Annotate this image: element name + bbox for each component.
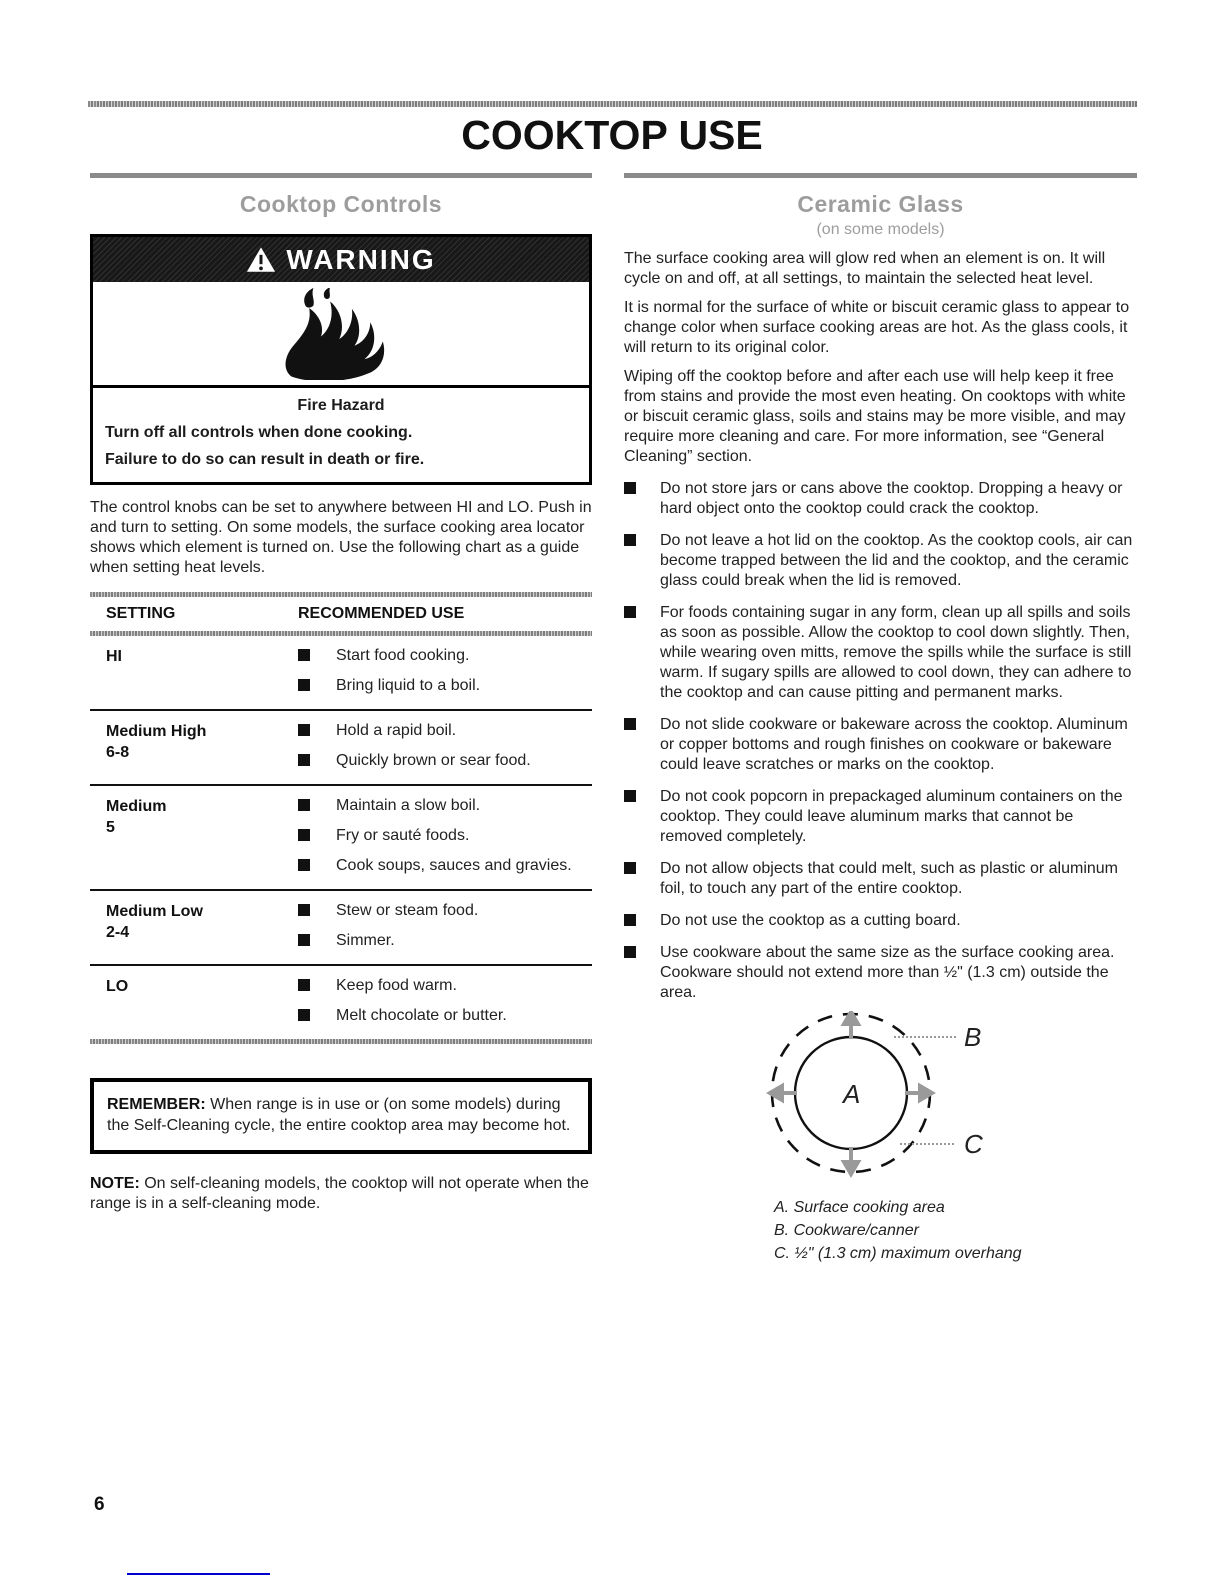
use-item: Quickly brown or sear food.	[298, 751, 592, 770]
remember-text: When range is in use or (on some models) during the Self-Cleaning cycle, the entire cooktop area may become hot.	[107, 1096, 571, 1134]
square-bullet-icon	[298, 904, 310, 916]
section-subheading-on-some-models: (on some models)	[816, 221, 945, 238]
square-bullet-icon	[298, 829, 310, 841]
diagram-label-c: C	[964, 1129, 983, 1159]
setting-name: Medium	[106, 798, 167, 815]
setting-name: Medium High	[106, 723, 207, 740]
remember-box	[90, 1078, 592, 1154]
bullet-item: Use cookware about the same size as the surface cooking area. Cookware should not extend more than ½" (1.3 cm) outside the area.	[624, 943, 1137, 1003]
setting-range: 6-8	[106, 744, 130, 761]
diagram-captions	[774, 1196, 1137, 1265]
settings-table	[90, 592, 592, 1044]
warning-label: WARNING	[286, 243, 436, 275]
use-item: Start food cooking.	[298, 646, 592, 665]
ceramic-paragraph: It is normal for the surface of white or biscuit ceramic glass to appear to change color when surface cooking areas are hot. As the glass cools, it will return to its original color.	[624, 299, 1130, 356]
note-paragraph	[90, 1174, 592, 1214]
bullet-item: Do not slide cookware or bakeware across the cooktop. Aluminum or copper bottoms and rough finishes on cookware or bakeware could leave scratches or marks on the cooktop.	[624, 715, 1137, 775]
square-bullet-icon	[298, 649, 310, 661]
bullet-item: Do not cook popcorn in prepackaged aluminum containers on the cooktop. They could leave aluminum marks that cannot be removed completely.	[624, 787, 1137, 847]
table-header-setting: SETTING	[106, 605, 176, 622]
diagram-label-a: A	[843, 1079, 861, 1109]
left-column	[90, 173, 592, 1214]
use-item: Maintain a slow boil.	[298, 796, 592, 815]
ceramic-bullet-list	[624, 479, 1137, 1003]
table-header-use: RECOMMENDED USE	[298, 605, 465, 622]
square-bullet-icon	[298, 799, 310, 811]
square-bullet-icon	[624, 790, 636, 802]
use-item: Bring liquid to a boil.	[298, 676, 592, 695]
warning-triangle-icon	[246, 246, 276, 273]
use-item: Fry or sauté foods.	[298, 826, 592, 845]
square-bullet-icon	[298, 679, 310, 691]
bullet-item: Do not store jars or cans above the cooktop. Dropping a heavy or hard object onto the cooktop could crack the cooktop.	[624, 479, 1137, 519]
bullet-item: For foods containing sugar in any form, clean up all spills and soils as soon as possible. Allow the cooktop to cool down slightly. Then, while wearing oven mitts, remove the spills while the surface is still warm. If sugary spills are allowed to cool down, they can adhere to the cooktop and can cause pitting and permanent marks.	[624, 603, 1137, 703]
table-row	[90, 966, 592, 1039]
use-item: Stew or steam food.	[298, 901, 592, 920]
square-bullet-icon	[624, 482, 636, 494]
diagram-caption-b: B. Cookware/canner	[774, 1222, 919, 1239]
remember-label: REMEMBER:	[107, 1096, 206, 1113]
diagram-label-b: B	[964, 1022, 982, 1052]
table-rule	[90, 1039, 592, 1044]
setting-name: HI	[106, 648, 122, 665]
setting-range: 2-4	[106, 924, 130, 941]
setting-range: 5	[106, 819, 115, 836]
table-row	[90, 636, 592, 711]
warning-hazard-title: Fire Hazard	[297, 397, 385, 414]
setting-name: LO	[106, 978, 129, 995]
square-bullet-icon	[298, 934, 310, 946]
setting-name: Medium Low	[106, 903, 203, 920]
use-item: Cook soups, sauces and gravies.	[298, 856, 592, 875]
use-item: Simmer.	[298, 931, 592, 950]
square-bullet-icon	[298, 1009, 310, 1021]
page-number: 6	[94, 1494, 105, 1515]
cookware-diagram	[688, 1011, 1137, 1188]
warning-text-panel	[93, 388, 589, 482]
diagram-caption-a: A. Surface cooking area	[774, 1199, 945, 1216]
warning-box	[90, 234, 592, 485]
note-label: NOTE:	[90, 1175, 140, 1192]
square-bullet-icon	[298, 754, 310, 766]
left-column-rule	[90, 173, 592, 178]
bullet-item: Do not allow objects that could melt, such as plastic or aluminum foil, to touch any part of the entire cooktop.	[624, 859, 1137, 899]
footer-link-underline[interactable]	[127, 1573, 270, 1575]
diagram-caption-c: C. ½" (1.3 cm) maximum overhang	[774, 1245, 1022, 1262]
bullet-item: Do not use the cooktop as a cutting board.	[624, 911, 1137, 931]
section-heading-cooktop-controls: Cooktop Controls	[239, 191, 443, 217]
table-row	[90, 891, 592, 966]
square-bullet-icon	[624, 862, 636, 874]
use-item: Hold a rapid boil.	[298, 721, 592, 740]
square-bullet-icon	[624, 534, 636, 546]
square-bullet-icon	[298, 859, 310, 871]
fire-icon	[278, 288, 404, 380]
controls-intro-paragraph: The control knobs can be set to anywhere between HI and LO. Push in and turn to setting. On some models, the surface cooking area locator shows which element is turned on. Use the following chart as a guide when setting heat levels.	[90, 499, 592, 576]
use-item: Keep food warm.	[298, 976, 592, 995]
section-heading-ceramic-glass: Ceramic Glass	[797, 191, 964, 217]
table-row	[90, 786, 592, 891]
top-page-rule	[88, 101, 1137, 107]
use-item: Melt chocolate or butter.	[298, 1006, 592, 1025]
right-column	[624, 173, 1137, 1265]
warning-header	[93, 237, 589, 282]
page-title: COOKTOP USE	[461, 112, 763, 158]
square-bullet-icon	[624, 606, 636, 618]
warning-line-2: Failure to do so can result in death or fire.	[105, 451, 425, 468]
ceramic-paragraph: Wiping off the cooktop before and after each use will help keep it free from stains and provide the most even heating. On cooktops with white or biscuit ceramic glass, soils and stains may be more visible, and may require more cleaning and care. For more information, see “General Cleaning” section.	[624, 368, 1126, 465]
ceramic-paragraph: The surface cooking area will glow red when an element is on. It will cycle on and off, at all settings, to maintain the selected heat level.	[624, 250, 1106, 287]
table-header-row	[90, 597, 592, 631]
square-bullet-icon	[624, 946, 636, 958]
right-column-rule	[624, 173, 1137, 178]
bullet-item: Do not leave a hot lid on the cooktop. As the cooktop cools, air can become trapped between the lid and the cooktop, and the ceramic glass could break when the lid is removed.	[624, 531, 1137, 591]
warning-line-1: Turn off all controls when done cooking.	[105, 424, 413, 441]
square-bullet-icon	[624, 718, 636, 730]
square-bullet-icon	[298, 724, 310, 736]
table-row	[90, 711, 592, 786]
note-text: On self-cleaning models, the cooktop will not operate when the range is in a self-cleaning mode.	[90, 1175, 589, 1212]
square-bullet-icon	[298, 979, 310, 991]
square-bullet-icon	[624, 914, 636, 926]
warning-flame-panel	[93, 282, 589, 388]
